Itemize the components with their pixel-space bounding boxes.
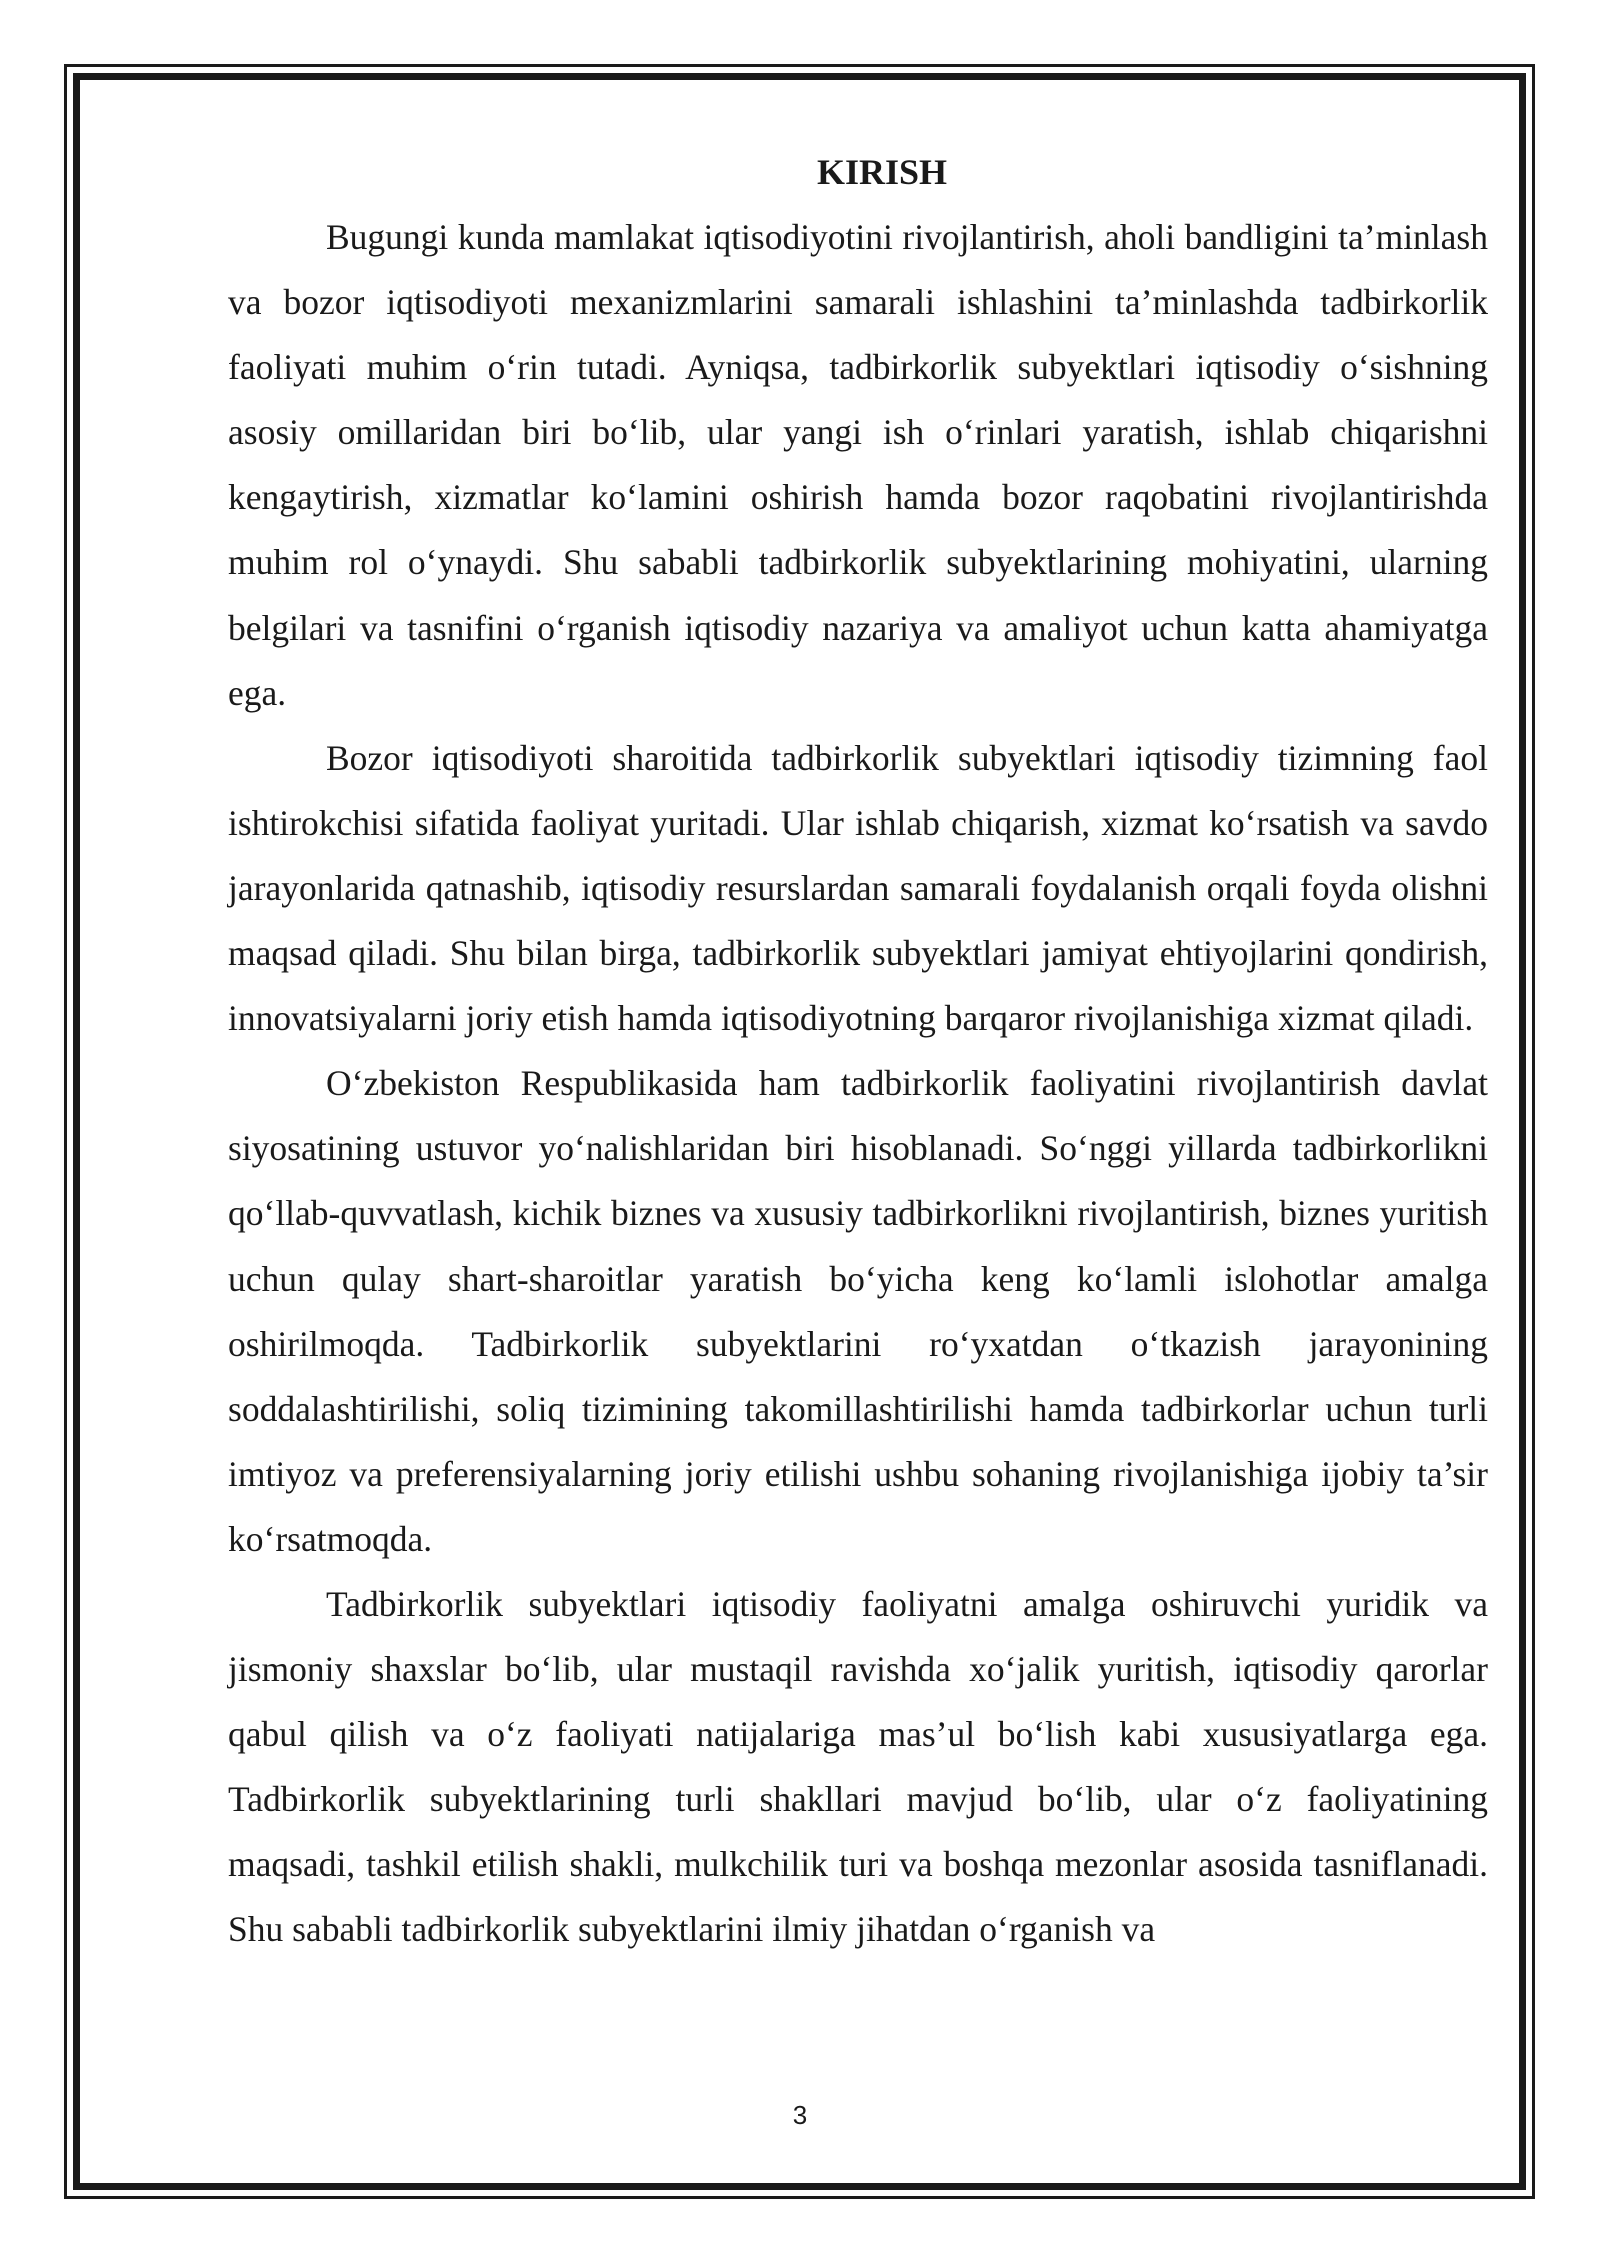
paragraph-1: Bugungi kunda mamlakat iqtisodiyotini rivojlantirish, aholi bandligini ta’minlash va bozor iqtisodiyoti mexanizmlarini samarali ishlashini ta’minlashda tadbirkorlik faoliyati muhim o‘rin tutadi. Ayniqsa, tadbirkorlik subyektlari iqtisodiy o‘sishning asosiy omillaridan biri bo‘lib, ular yangi ish o‘rinlari yaratish, ishlab chiqarishni kengaytirish, xizmatlar ko‘lamini oshirish hamda bozor raqobatini rivojlantirishda muhim rol o‘ynaydi. Shu sababli tadbirkorlik subyektlarining mohiyatini, ularning belgilari va tasnifini o‘rganish iqtisodiy nazariya va amaliyot uchun katta ahamiyatga ega. — [228, 217, 1488, 713]
page-number: 3 — [792, 2100, 808, 2130]
paragraph-2: Bozor iqtisodiyoti sharoitida tadbirkorlik subyektlari iqtisodiy tizimning faol ishtirokchisi sifatida faoliyat yuritadi. Ular ishlab chiqarish, xizmat ko‘rsatish va savdo jarayonlarida qatnashib, iqtisodiy resurslardan samarali foydalanish orqali foyda olishni maqsad qiladi. Shu bilan birga, tadbirkorlik subyektlari jamiyat ehtiyojlarini qondirish, innovatsiyalarni joriy etish hamda iqtisodiyotning barqaror rivojlanishiga xizmat qiladi. — [228, 737, 1488, 1039]
section-heading: KIRISH — [816, 152, 948, 192]
document-body — [228, 140, 1488, 1963]
paragraph-4: Tadbirkorlik subyektlari iqtisodiy faoliyatni amalga oshiruvchi yuridik va jismoniy shaxslar bo‘lib, ular mustaqil ravishda xo‘jalik yuritish, iqtisodiy qarorlar qabul qilish va o‘z faoliyati natijalariga mas’ul bo‘lish kabi xususiyatlarga ega. Tadbirkorlik subyektlarining turli shakllari mavjud bo‘lib, ular o‘z faoliyatining maqsadi, tashkil etilish shakli, mulkchilik turi va boshqa mezonlar asosida tasniflanadi. Shu sababli tadbirkorlik subyektlarini ilmiy jihatdan o‘rganish va — [228, 1583, 1488, 1950]
paragraph-3: O‘zbekiston Respublikasida ham tadbirkorlik faoliyatini rivojlantirish davlat siyosatining ustuvor yo‘nalishlaridan biri hisoblanadi. So‘nggi yillarda tadbirkorlikni qo‘llab-quvvatlash, kichik biznes va xususiy tadbirkorlikni rivojlantirish, biznes yuritish uchun qulay shart-sharoitlar yaratish bo‘yicha keng ko‘lamli islohotlar amalga oshirilmoqda. Tadbirkorlik subyektlarini ro‘yxatdan o‘tkazish jarayonining soddalashtirilishi, soliq tizimining takomillashtirilishi hamda tadbirkorlar uchun turli imtiyoz va preferensiyalarning joriy etilishi ushbu sohaning rivojlanishiga ijobiy ta’sir ko‘rsatmoqda. — [228, 1063, 1488, 1559]
